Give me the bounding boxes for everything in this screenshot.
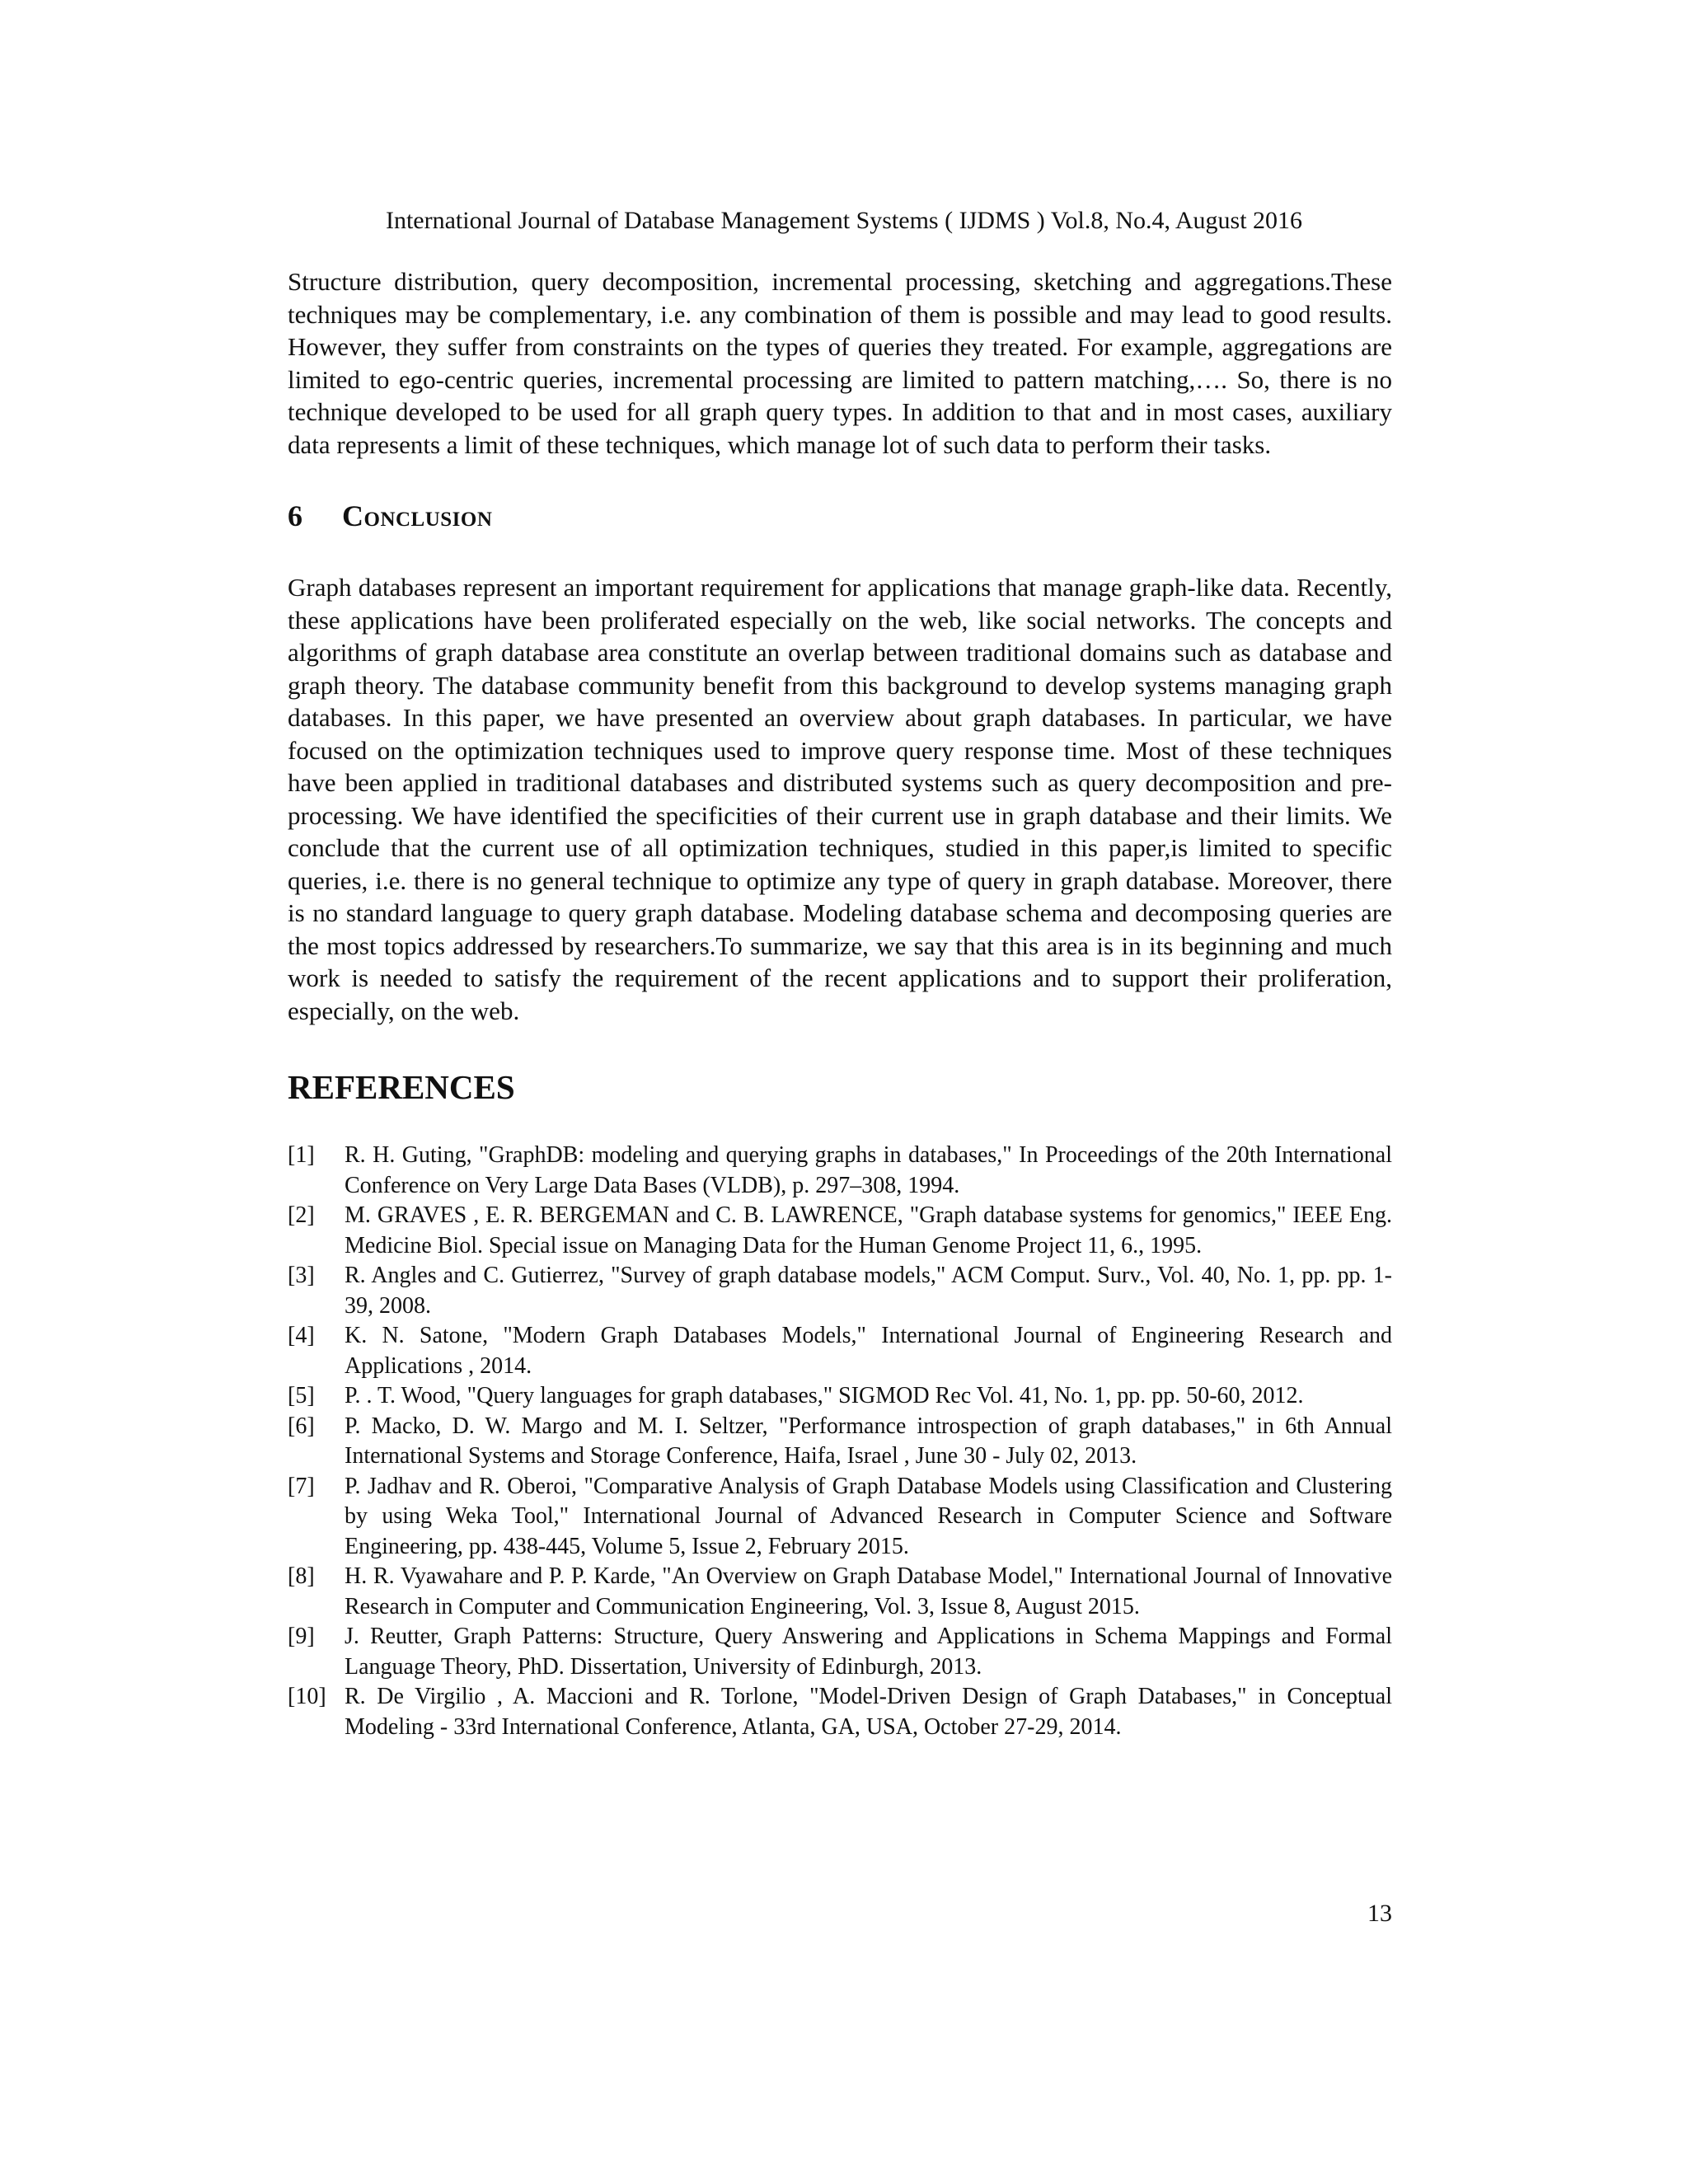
reference-text: P. . T. Wood, "Query languages for graph databases," SIGMOD Rec Vol. 41, No. 1, pp. pp. 50-60, 2012. xyxy=(345,1383,1304,1408)
reference-item xyxy=(288,1562,1392,1622)
reference-number: [2] xyxy=(288,1202,315,1228)
reference-item xyxy=(288,1261,1392,1321)
conclusion-paragraph: Graph databases represent an important requirement for applications that manage graph-like data. Recently, these applications have been proliferated especially on the web, like social networks. The concepts and algorithms of graph database area constitute an overlap between traditional domains such as database and graph theory. The database community benefit from this background to develop systems managing graph databases. In this paper, we have presented an overview about graph databases. In particular, we have focused on the optimization techniques used to improve query response time. Most of these techniques have been applied in traditional databases and distributed systems such as query decomposition and pre-processing. We have identified the specificities of their current use in graph database and their limits. We conclude that the current use of all optimization techniques, studied in this paper,is limited to specific queries, i.e. there is no general technique to optimize any type of query in graph database. Moreover, there is no standard language to query graph database. Modeling database schema and decomposing queries are the most topics addressed by researchers.To summarize, we say that this area is in its beginning and much work is needed to satisfy the requirement of the recent applications and to support their proliferation, especially, on the web. xyxy=(288,573,1392,1025)
reference-text: P. Macko, D. W. Margo and M. I. Seltzer, "Performance introspection of graph databases," in 6th Annual International Systems and Storage Conference, Haifa, Israel , June 30 - July 02, 2013. xyxy=(345,1413,1392,1469)
reference-text: J. Reutter, Graph Patterns: Structure, Query Answering and Applications in Schema Mappings and Formal Language Theory, PhD. Dissertation, University of Edinburgh, 2013. xyxy=(345,1624,1392,1680)
reference-text: K. N. Satone, "Modern Graph Databases Models," International Journal of Engineering Research and Applications , 2014. xyxy=(345,1323,1392,1379)
reference-text: R. Angles and C. Gutierrez, "Survey of graph database models," ACM Comput. Surv., Vol. 40, No. 1, pp. pp. 1-39, 2008. xyxy=(345,1263,1392,1319)
reference-number: [7] xyxy=(288,1473,315,1499)
reference-number: [3] xyxy=(288,1263,315,1288)
reference-text: H. R. Vyawahare and P. P. Karde, "An Overview on Graph Database Model," International Journal of Innovative Research in Computer and Communication Engineering, Vol. 3, Issue 8, August 2015. xyxy=(345,1563,1392,1619)
intro-paragraph: Structure distribution, query decomposition, incremental processing, sketching and aggregations.These techniques may be complementary, i.e. any combination of them is possible and may lead to good results. However, they suffer from constraints on the types of queries they treated. For example, aggregations are limited to ego-centric queries, incremental processing are limited to pattern matching,…. So, there is no technique developed to be used for all graph query types. In addition to that and in most cases, auxiliary data represents a limit of these techniques, which manage lot of such data to perform their tasks. xyxy=(288,267,1392,459)
reference-list xyxy=(288,1141,1392,1742)
reference-number: [9] xyxy=(288,1624,315,1649)
reference-item xyxy=(288,1682,1392,1742)
reference-text: R. De Virgilio , A. Maccioni and R. Torlone, "Model-Driven Design of Graph Databases," in Conceptual Modeling - 33rd International Conference, Atlanta, GA, USA, October 27-29, 2014. xyxy=(345,1684,1392,1740)
reference-item xyxy=(288,1472,1392,1563)
reference-number: [4] xyxy=(288,1323,315,1348)
reference-number: [8] xyxy=(288,1563,315,1589)
reference-item xyxy=(288,1201,1392,1261)
page-content xyxy=(288,265,1392,1742)
reference-text: M. GRAVES , E. R. BERGEMAN and C. B. LAWRENCE, "Graph database systems for genomics," IEEE Eng. Medicine Biol. Special issue on Managing Data for the Human Genome Project 11, 6., 1995. xyxy=(345,1202,1392,1258)
reference-item xyxy=(288,1381,1392,1412)
reference-text: P. Jadhav and R. Oberoi, "Comparative Analysis of Graph Database Models using Classification and Clustering by using Weka Tool," International Journal of Advanced Research in Computer Science and Software Engineering, pp. 438-445, Volume 5, Issue 2, February 2015. xyxy=(345,1473,1392,1559)
section-number: 6 xyxy=(288,499,302,532)
reference-item xyxy=(288,1622,1392,1682)
references-heading: REFERENCES xyxy=(288,1068,515,1106)
page-number: 13 xyxy=(1367,1900,1392,1927)
reference-item xyxy=(288,1412,1392,1472)
reference-item xyxy=(288,1141,1392,1201)
reference-item xyxy=(288,1321,1392,1381)
reference-number: [5] xyxy=(288,1383,315,1408)
reference-text: R. H. Guting, "GraphDB: modeling and querying graphs in databases," In Proceedings of the 20th International Conference on Very Large Data Bases (VLDB), p. 297–308, 1994. xyxy=(345,1142,1392,1198)
section-title: Conclusion xyxy=(342,499,493,532)
reference-number: [1] xyxy=(288,1142,315,1168)
reference-number: [10] xyxy=(288,1684,326,1709)
reference-number: [6] xyxy=(288,1413,315,1439)
conclusion-heading xyxy=(288,498,1392,534)
running-header: International Journal of Database Management Systems ( IJDMS ) Vol.8, No.4, August 2016 xyxy=(385,207,1303,234)
